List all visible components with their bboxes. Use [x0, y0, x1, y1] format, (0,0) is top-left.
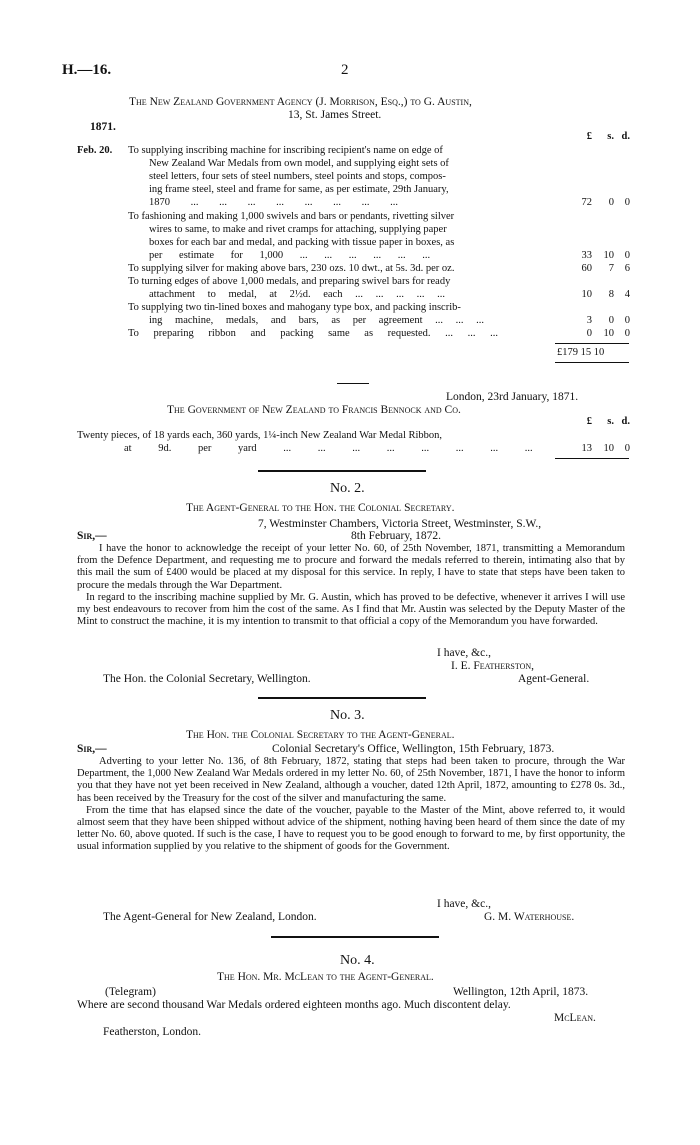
page-reference: H.—16. [62, 62, 112, 78]
section-divider [258, 697, 426, 699]
letter-salutation: Sir,— [77, 530, 107, 542]
letter-paragraph: I have the honor to acknowledge the receipt of your letter No. 60, of 25th November, 1871, transmitting a Memorandum from the Defence Department, and requesting me to procure and forward the medals referred to therein, intimating also that by this mail the sum of £400 would be placed at my disposal for this service. In reply, I have to state that steps have been taken to procure the medals through the War Department. [77, 543, 625, 591]
letter-title: The Hon. the Colonial Secretary to the Agent-General. [186, 729, 455, 741]
section-divider [337, 383, 369, 384]
letter-date: Wellington, 12th April, 1873. [453, 986, 589, 998]
letter-closing: I have, &c., [437, 898, 491, 910]
account1-item-amount: 60 7 6 [581, 263, 630, 274]
account1-item-line: New Zealand War Medals from own model, and supplying eight sets of [149, 158, 449, 169]
account1-total: £179 15 10 [557, 347, 605, 358]
letter-addressee: The Hon. the Colonial Secretary, Wellington. [103, 673, 311, 685]
account1-item-amount: 3 0 0 [586, 315, 630, 326]
account2-currency-header: £ s. d. [586, 416, 630, 427]
letter-address: 7, Westminster Chambers, Victoria Street, Westminster, S.W., [258, 518, 542, 530]
account1-item-line: To turning edges of above 1,000 medals, and preparing swivel bars for ready [128, 276, 451, 287]
account1-item-line: To fashioning and making 1,000 swivels and bars or pendants, rivetting silver [128, 211, 455, 222]
account1-item-line: To supplying two tin-lined boxes and mahogany type box, and packing inscrib- [128, 302, 461, 313]
page-number: 2 [341, 62, 349, 78]
account2-dateline: London, 23rd January, 1871. [446, 391, 579, 403]
letter-title: The Agent-General to the Hon. the Colonial Secretary. [186, 502, 455, 514]
account2-title: The Government of New Zealand to Francis Bennock and Co. [167, 404, 461, 416]
letter-number: No. 2. [330, 481, 365, 496]
letter-number: No. 4. [340, 953, 375, 968]
letter-signature-title: Agent-General. [518, 673, 590, 685]
letter-paragraph: From the time that has elapsed since the date of the voucher, payable to the Master of the Mint, above referred to, it would almost seem that they have been shipped without advice of the shipment, nothing having been heard of them since the date of my letter No. 60, above quoted. If such is the case, I have to request you to be good enough to forward to me, by first opportunity, the usual information supplied by you relative to the shipment of goods for the Government. [77, 804, 625, 853]
account1-total-rule [555, 343, 629, 344]
account1-item-line: To preparing ribbon and packing same as requested. ... ... ... [128, 328, 499, 339]
letter-date: 8th February, 1872. [351, 530, 441, 542]
account1-item-line: per estimate for 1,000 ... ... ... ... ... ... [149, 250, 431, 261]
account1-item-amount: 0 10 0 [586, 328, 630, 339]
account1-item-line: 1870 ... ... ... ... ... ... ... ... [149, 197, 398, 208]
account1-total-underline [555, 362, 629, 363]
account1-item-line: To supplying inscribing machine for inscribing recipient's name on edge of [128, 145, 443, 156]
account1-currency-header: £ s. d. [586, 131, 630, 142]
account1-item-amount: 72 0 0 [581, 197, 630, 208]
letter-number: No. 3. [330, 708, 365, 723]
letter-signature: I. E. Featherston, [451, 660, 535, 672]
account1-item-line: wires to same, to make and rivet cramps for attaching, supplying paper [149, 224, 447, 235]
letter-signature: McLean. [554, 1012, 596, 1024]
account1-item-amount: 10 8 4 [581, 289, 630, 300]
account1-date: Feb. 20. [77, 145, 113, 156]
letter-salutation: Sir,— [77, 743, 107, 755]
account1-item-line: steel letters, four sets of steel numbers, steel points and stops, compos- [149, 171, 446, 182]
letter-addressee: Featherston, London. [103, 1026, 202, 1038]
letter-body [77, 543, 625, 628]
letter-signature: G. M. Waterhouse. [484, 911, 575, 923]
letter-title: The Hon. Mr. McLean to the Agent-General. [217, 971, 434, 983]
account1-item-line: boxes for each bar and medal, and packing with tissue paper in boxes, as [149, 237, 455, 248]
account2-total-rule [555, 458, 629, 459]
account1-item-line: ing frame steel, steel and frame for same, as per estimate, 29th January, [149, 184, 449, 195]
account1-title-line2: 13, St. James Street. [288, 109, 382, 121]
letter-paragraph: In regard to the inscribing machine supplied by Mr. G. Austin, which has proved to be defective, whenever it arrives I will use my best endeavours to recover from him the cost of the same. As I find that Mr. Austin was selected by the Deputy Master of the Mint to construct the machine, it is my intention to transmit to that official a copy of the Memorandum you have forwarded. [77, 591, 625, 628]
letter-closing: I have, &c., [437, 647, 491, 659]
letter-telegram-label: (Telegram) [105, 986, 156, 998]
account1-item-amount: 33 10 0 [581, 250, 630, 261]
letter-body [77, 756, 625, 854]
section-divider [258, 470, 426, 472]
account2-line1: Twenty pieces, of 18 yards each, 360 yards, 1¼-inch New Zealand War Medal Ribbon, [77, 430, 443, 441]
account1-title-line1: The New Zealand Government Agency (J. Morrison, Esq.,) to G. Austin, [129, 96, 472, 108]
section-divider [271, 936, 439, 938]
account1-year: 1871. [90, 121, 116, 133]
letter-addressee: The Agent-General for New Zealand, London. [103, 911, 317, 923]
letter-paragraph: Adverting to your letter No. 136, of 8th February, 1872, stating that steps had been taken to procure, through the War Department, the 1,000 New Zealand War Medals ordered in my letter No. 60, of 25th November, 1871, I have the honor to inform you that they have not yet been received in New Zealand, although a voucher, dated 12th April, 1872, amounting to £278 0s. 3d., has been received by the Treasury for the cost of the silver and manufacturing the same. [77, 756, 625, 804]
letter-address: Colonial Secretary's Office, Wellington, 15th February, 1873. [272, 743, 555, 755]
letter-body: Where are second thousand War Medals ordered eighteen months ago. Much discontent delay. [77, 999, 511, 1011]
account2-amount: 13 10 0 [581, 443, 630, 454]
account1-item-line: ing machine, medals, and bars, as per agreement ... ... ... [149, 315, 485, 326]
account1-item-line: To supplying silver for making above bars, 230 ozs. 10 dwt., at 5s. 3d. per oz. [128, 263, 455, 274]
account1-item-line: attachment to medal, at 2½d. each ... ... ... ... ... [149, 289, 445, 300]
account2-line2: at 9d. per yard ... ... ... ... ... ... ... ... [124, 443, 533, 454]
